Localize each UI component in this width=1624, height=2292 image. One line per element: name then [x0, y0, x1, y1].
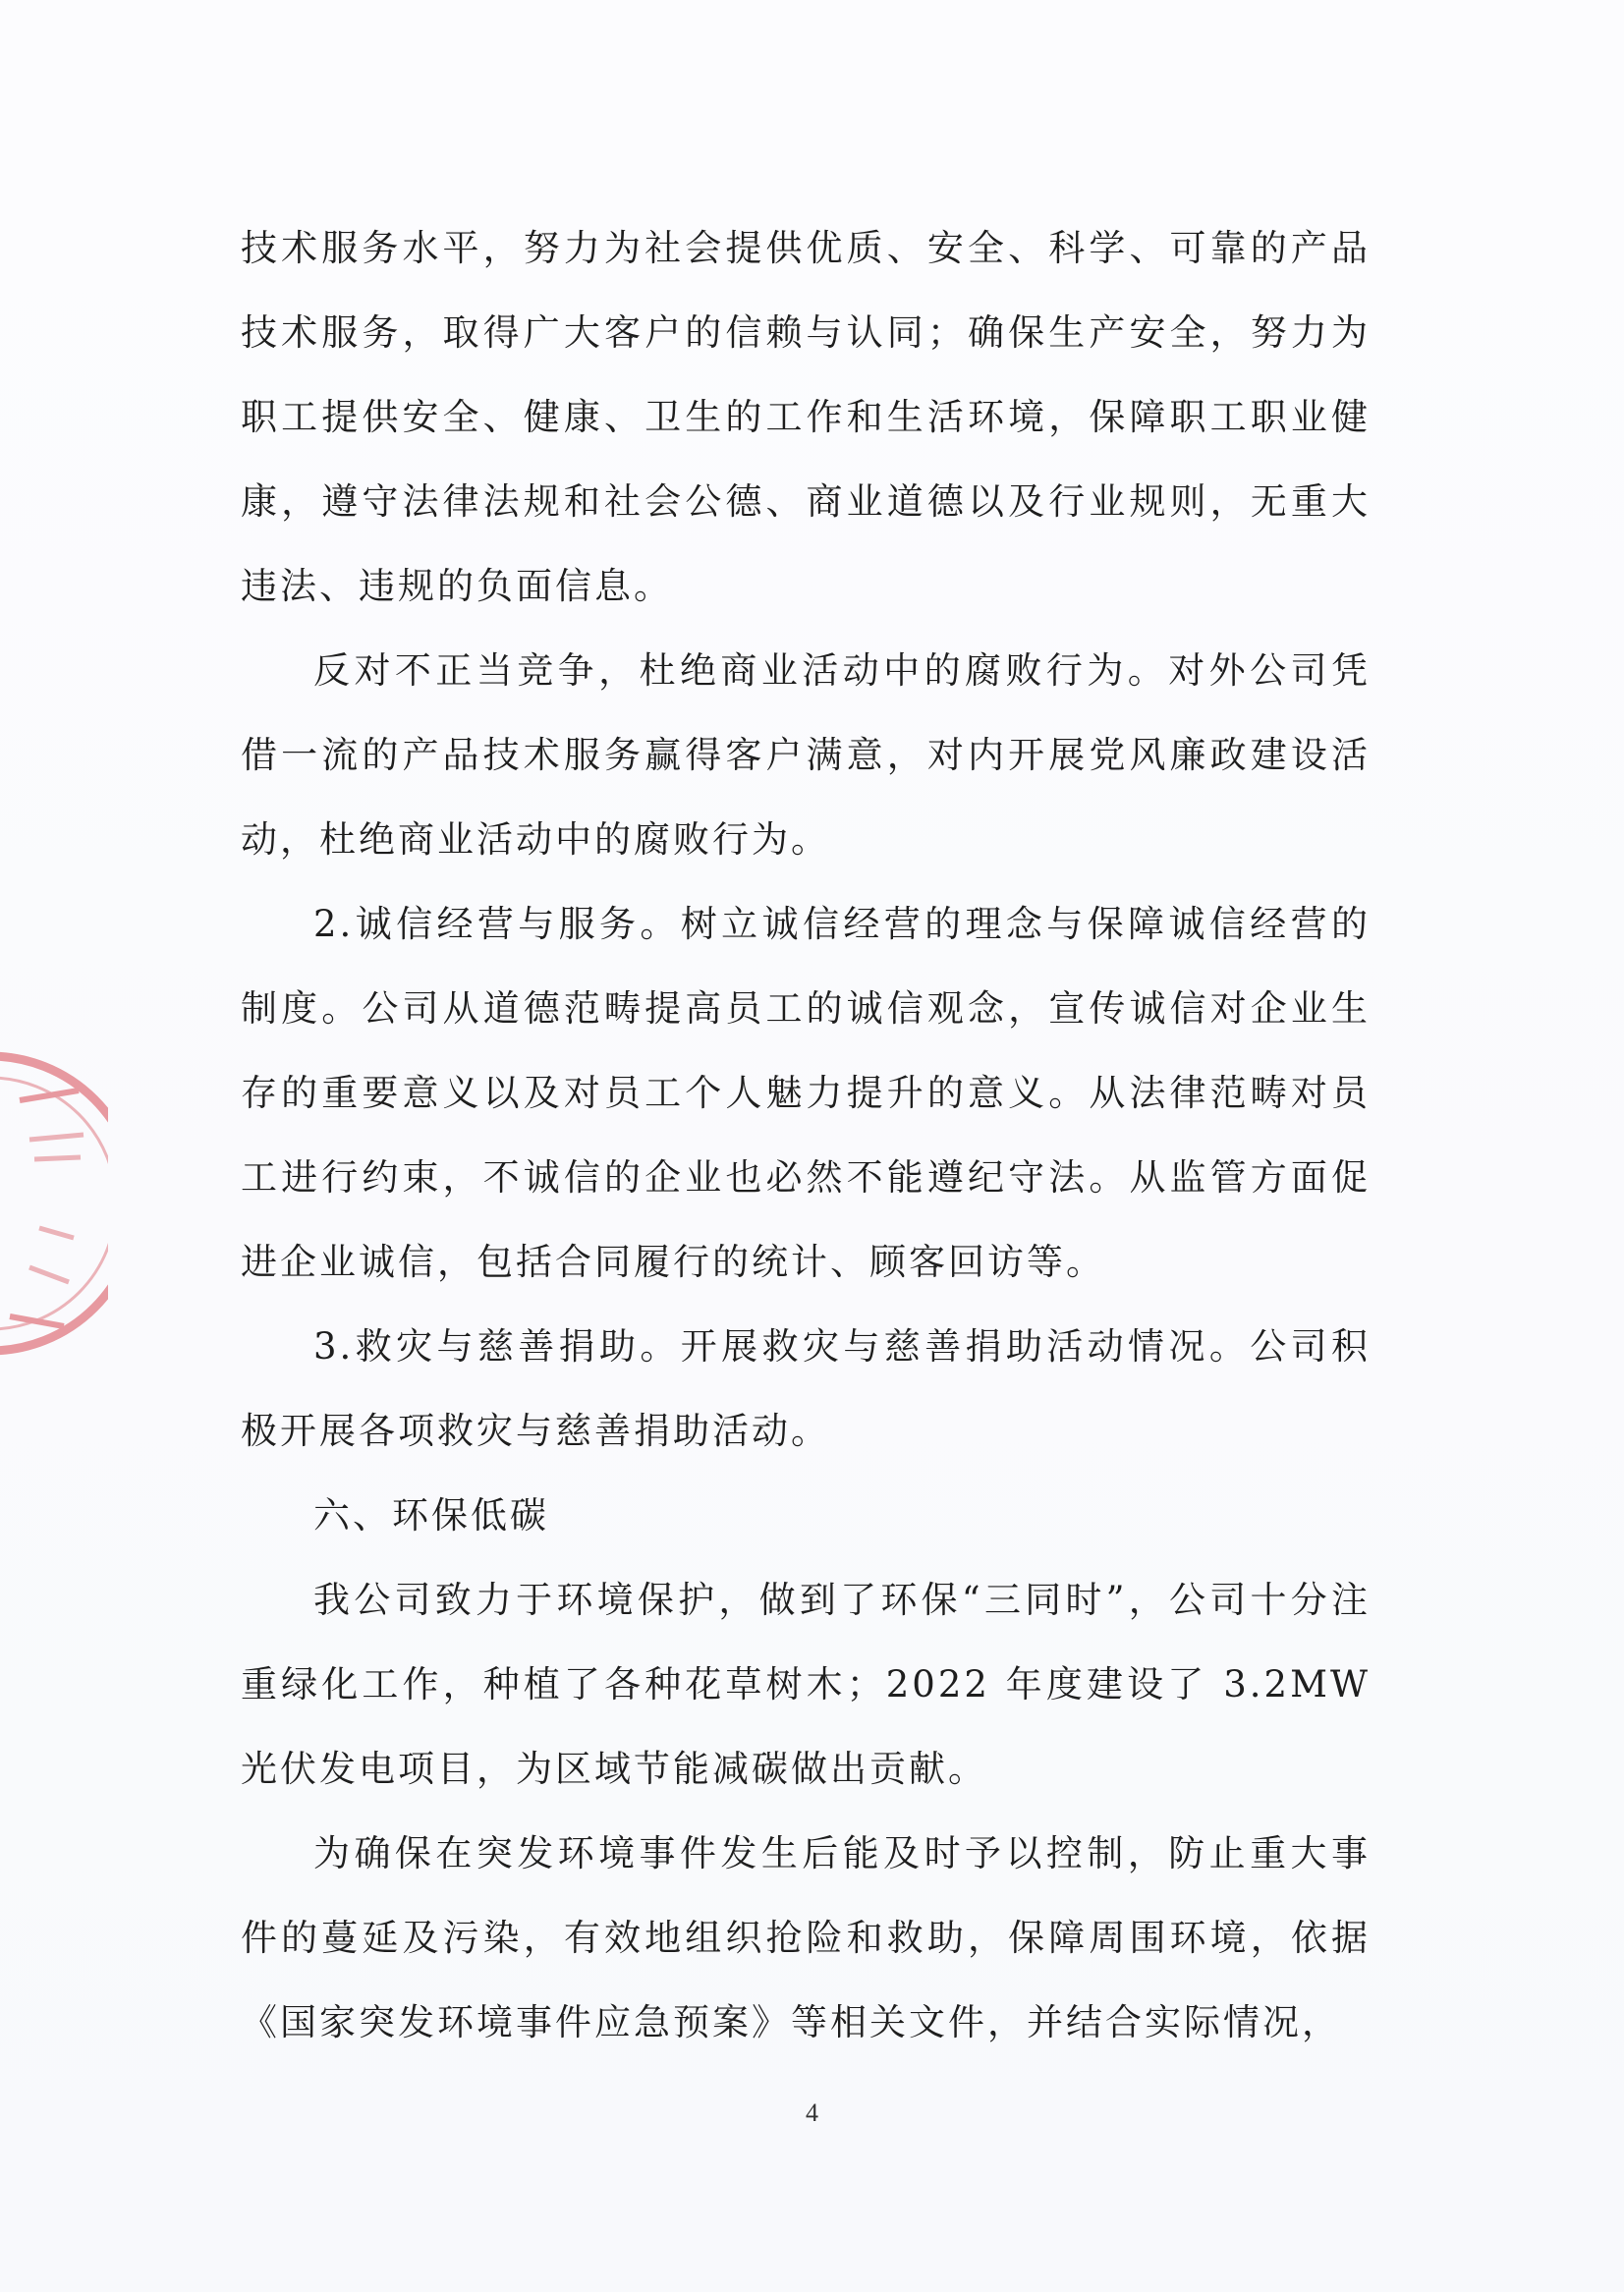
paragraph-anti-corruption: 反对不正当竞争，杜绝商业活动中的腐败行为。对外公司凭借一流的产品技术服务赢得客户满意，对内开展党风廉政建设活动，杜绝商业活动中的腐败行为。 — [241, 649, 1371, 861]
paragraph-environment: 我公司致力于环境保护，做到了环保“三同时”，公司十分注重绿化工作，种植了各种花草树木；2022 年度建设了 3.2MW 光伏发电项目，为区域节能减碳做出贡献。 — [241, 1579, 1371, 1790]
body-text — [241, 206, 1371, 2065]
paragraph-emergency: 为确保在突发环境事件发生后能及时予以控制，防止重大事件的蔓延及污染，有效地组织抢险和救助，保障周围环境，依据《国家突发环境事件应急预案》等相关文件，并结合实际情况， — [241, 1832, 1371, 2043]
section-heading: 六、环保低碳 — [313, 1494, 549, 1537]
paragraph-continuation: 技术服务水平，努力为社会提供优质、安全、科学、可靠的产品技术服务，取得广大客户的信赖与认同；确保生产安全，努力为职工提供安全、健康、卫生的工作和生活环境，保障职工职业健康，遵守法律法规和社会公德、商业道德以及行业规则，无重大违法、违规的负面信息。 — [241, 227, 1371, 607]
paragraph-integrity: 2.诚信经营与服务。树立诚信经营的理念与保障诚信经营的制度。公司从道德范畴提高员工的诚信观念，宣传诚信对企业生存的重要意义以及对员工个人魅力提升的意义。从法律范畴对员工进行约束，不诚信的企业也必然不能遵纪守法。从监管方面促进企业诚信，包括合同履行的统计、顾客回访等。 — [241, 903, 1371, 1283]
company-seal-icon — [0, 1032, 108, 1375]
page-number: 4 — [806, 2098, 818, 2127]
paragraph-charity: 3.救灾与慈善捐助。开展救灾与慈善捐助活动情况。公司积极开展各项救灾与慈善捐助活动。 — [241, 1325, 1371, 1452]
